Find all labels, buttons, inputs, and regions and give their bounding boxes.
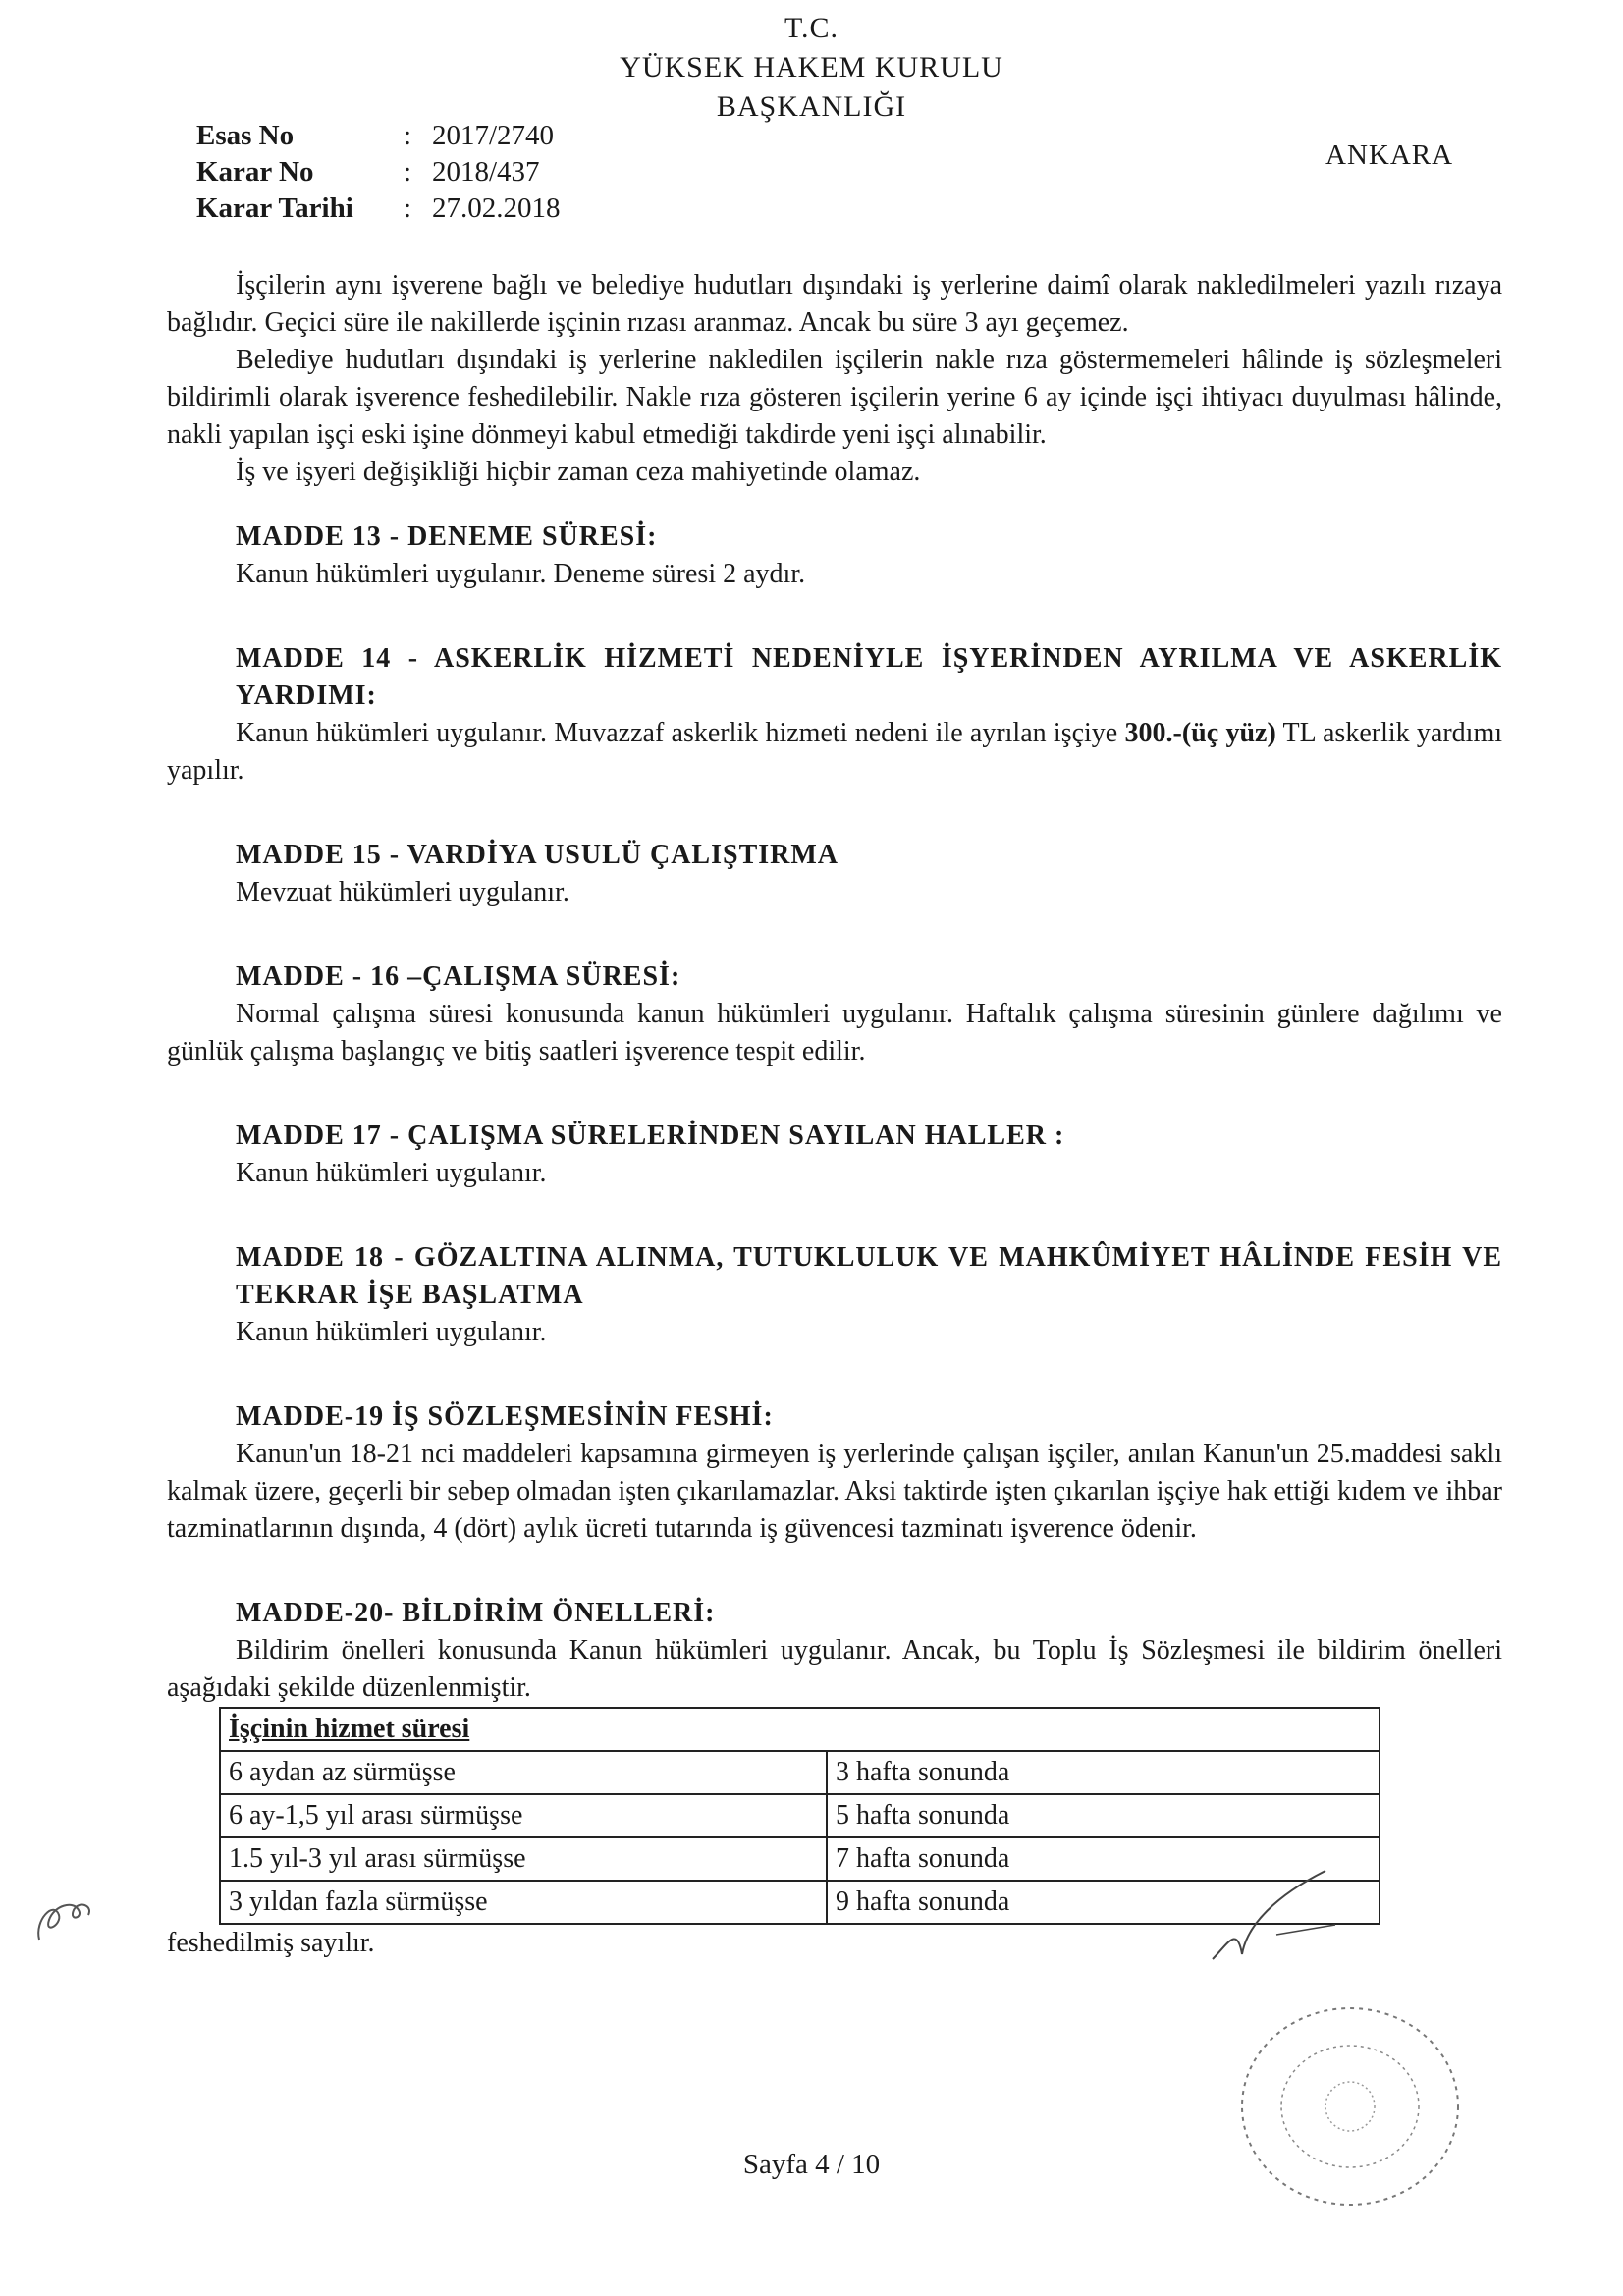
table-header-cell: İşçinin hizmet süresi [220, 1708, 1380, 1751]
table-cell-notice: 5 hafta sonunda [827, 1794, 1380, 1837]
text-bold: 300.-(üç yüz) [1124, 718, 1276, 748]
section-text-17: Kanun hükümleri uygulanır. [236, 1158, 547, 1188]
header-tc: T.C. [784, 12, 839, 44]
meta-colon: : [403, 120, 412, 151]
text-part: TL askerlik yardımı yapılır. [167, 718, 1503, 786]
section-heading-16: MADDE - 16 –ÇALIŞMA SÜRESİ: [236, 961, 681, 992]
section-text-20: Bildirim önelleri konusunda Kanun hükümleri uygulanır. Ancak, bu Toplu İş Sözleşmesi ile bildirim önelleri aşağıdaki şekilde düzenlenmiştir. [167, 1635, 1502, 1703]
table-row [220, 1751, 1380, 1794]
meta-label: Karar No [196, 156, 314, 188]
section-text-14 [167, 715, 1502, 790]
table-row [220, 1794, 1380, 1837]
section-text-20-after: feshedilmiş sayılır. [167, 1928, 375, 1958]
paragraph: Belediye hudutları dışındaki iş yerlerine nakledilen işçilerin nakle rıza göstermemeleri hâlinde iş sözleşmeleri bildirimli olarak işverence feshedilebilir. Nakle rıza gösteren işçilerin yerine 6 ay içinde işçi ihtiyacı duyulması hâlinde, nakli yapılan işçi eski işine dönmeyi kabul etmediği takdirde yeni işçi alınabilir. [167, 345, 1502, 450]
signature-mark-icon [1208, 1866, 1345, 1974]
case-meta [196, 120, 561, 229]
header-institution: YÜKSEK HAKEM KURULU [620, 51, 1003, 83]
section-heading-20: MADDE-20- BİLDİRİM ÖNELLERİ: [236, 1598, 716, 1628]
section-text-18: Kanun hükümleri uygulanır. [236, 1317, 547, 1347]
section-heading-15: MADDE 15 - VARDİYA USULÜ ÇALIŞTIRMA [236, 840, 839, 870]
header-city: ANKARA [1325, 139, 1454, 171]
header-presidency: BAŞKANLIĞI [716, 90, 907, 123]
section-heading-18: MADDE 18 - GÖZALTINA ALINMA, TUTUKLULUK VE MAHKÛMİYET HÂLİNDE FESİH VE TEKRAR İŞE BAŞLATMA [236, 1242, 1502, 1310]
meta-row-tarih [196, 192, 561, 229]
section-text-19: Kanun'un 18-21 nci maddeleri kapsamına girmeyen iş yerlerinde çalışan işçiler, anılan Kanun'un 25.maddesi saklı kalmak üzere, geçerli bir sebep olmadan işten çıkarılamazlar. Aksi taktirde işten çıkarılan işçiye hak ettiği kıdem ve ihbar tazminatlarının dışında, 4 (dört) aylık ücreti tutarında iş güvencesi tazminatı işverence ödenir. [167, 1439, 1502, 1544]
table-cell-period: 6 ay-1,5 yıl arası sürmüşse [220, 1794, 827, 1837]
table-header-row [220, 1708, 1380, 1751]
table-row [220, 1881, 1380, 1924]
table-row [220, 1837, 1380, 1881]
section-text-13: Kanun hükümleri uygulanır. Deneme süresi 2 aydır. [236, 559, 806, 589]
table-cell-period: 6 aydan az sürmüşse [220, 1751, 827, 1794]
section-heading-17: MADDE 17 - ÇALIŞMA SÜRELERİNDEN SAYILAN HALLER : [236, 1121, 1065, 1151]
meta-row-esas [196, 120, 561, 156]
table-cell-period: 3 yıldan fazla sürmüşse [220, 1881, 827, 1924]
text-part: Kanun hükümleri uygulanır. Muvazzaf askerlik hizmeti nedeni ile ayrılan işçiye [236, 718, 1125, 748]
paragraph: İş ve işyeri değişikliği hiçbir zaman ceza mahiyetinde olamaz. [236, 457, 921, 487]
section-heading-13: MADDE 13 - DENEME SÜRESİ: [236, 521, 658, 552]
handwritten-initial-icon [29, 1881, 108, 1959]
meta-label: Esas No [196, 120, 295, 151]
meta-row-karar [196, 156, 561, 192]
official-stamp-icon [1217, 1994, 1483, 2219]
meta-value: 2018/437 [432, 156, 540, 188]
meta-colon: : [403, 156, 412, 188]
table-cell-notice: 3 hafta sonunda [827, 1751, 1380, 1794]
table-cell-notice: 7 hafta sonunda [827, 1837, 1380, 1881]
section-heading-14: MADDE 14 - ASKERLİK HİZMETİ NEDENİYLE İŞYERİNDEN AYRILMA VE ASKERLİK YARDIMI: [236, 643, 1502, 711]
section-heading-19: MADDE-19 İŞ SÖZLEŞMESİNİN FESHİ: [236, 1401, 774, 1432]
meta-value: 27.02.2018 [432, 192, 561, 224]
section-text-15: Mevzuat hükümleri uygulanır. [236, 877, 569, 907]
meta-value: 2017/2740 [432, 120, 555, 151]
notice-period-table [219, 1707, 1380, 1925]
page-number: Sayfa 4 / 10 [742, 2149, 881, 2180]
section-text-16: Normal çalışma süresi konusunda kanun hükümleri uygulanır. Haftalık çalışma süresinin günlere dağılımı ve günlük çalışma başlangıç ve bitiş saatleri işverence tespit edilir. [167, 999, 1502, 1066]
table-cell-notice: 9 hafta sonunda [827, 1881, 1380, 1924]
paragraph: İşçilerin aynı işverene bağlı ve belediye hudutları dışındaki iş yerlerine daimî olarak nakledilmeleri yazılı rızaya bağlıdır. Geçici süre ile nakillerde işçinin rızası aranmaz. Ancak bu süre 3 ayı geçemez. [167, 270, 1502, 338]
document-body [167, 267, 1502, 1962]
meta-label: Karar Tarihi [196, 192, 353, 224]
table-cell-period: 1.5 yıl-3 yıl arası sürmüşse [220, 1837, 827, 1881]
meta-colon: : [403, 192, 412, 224]
